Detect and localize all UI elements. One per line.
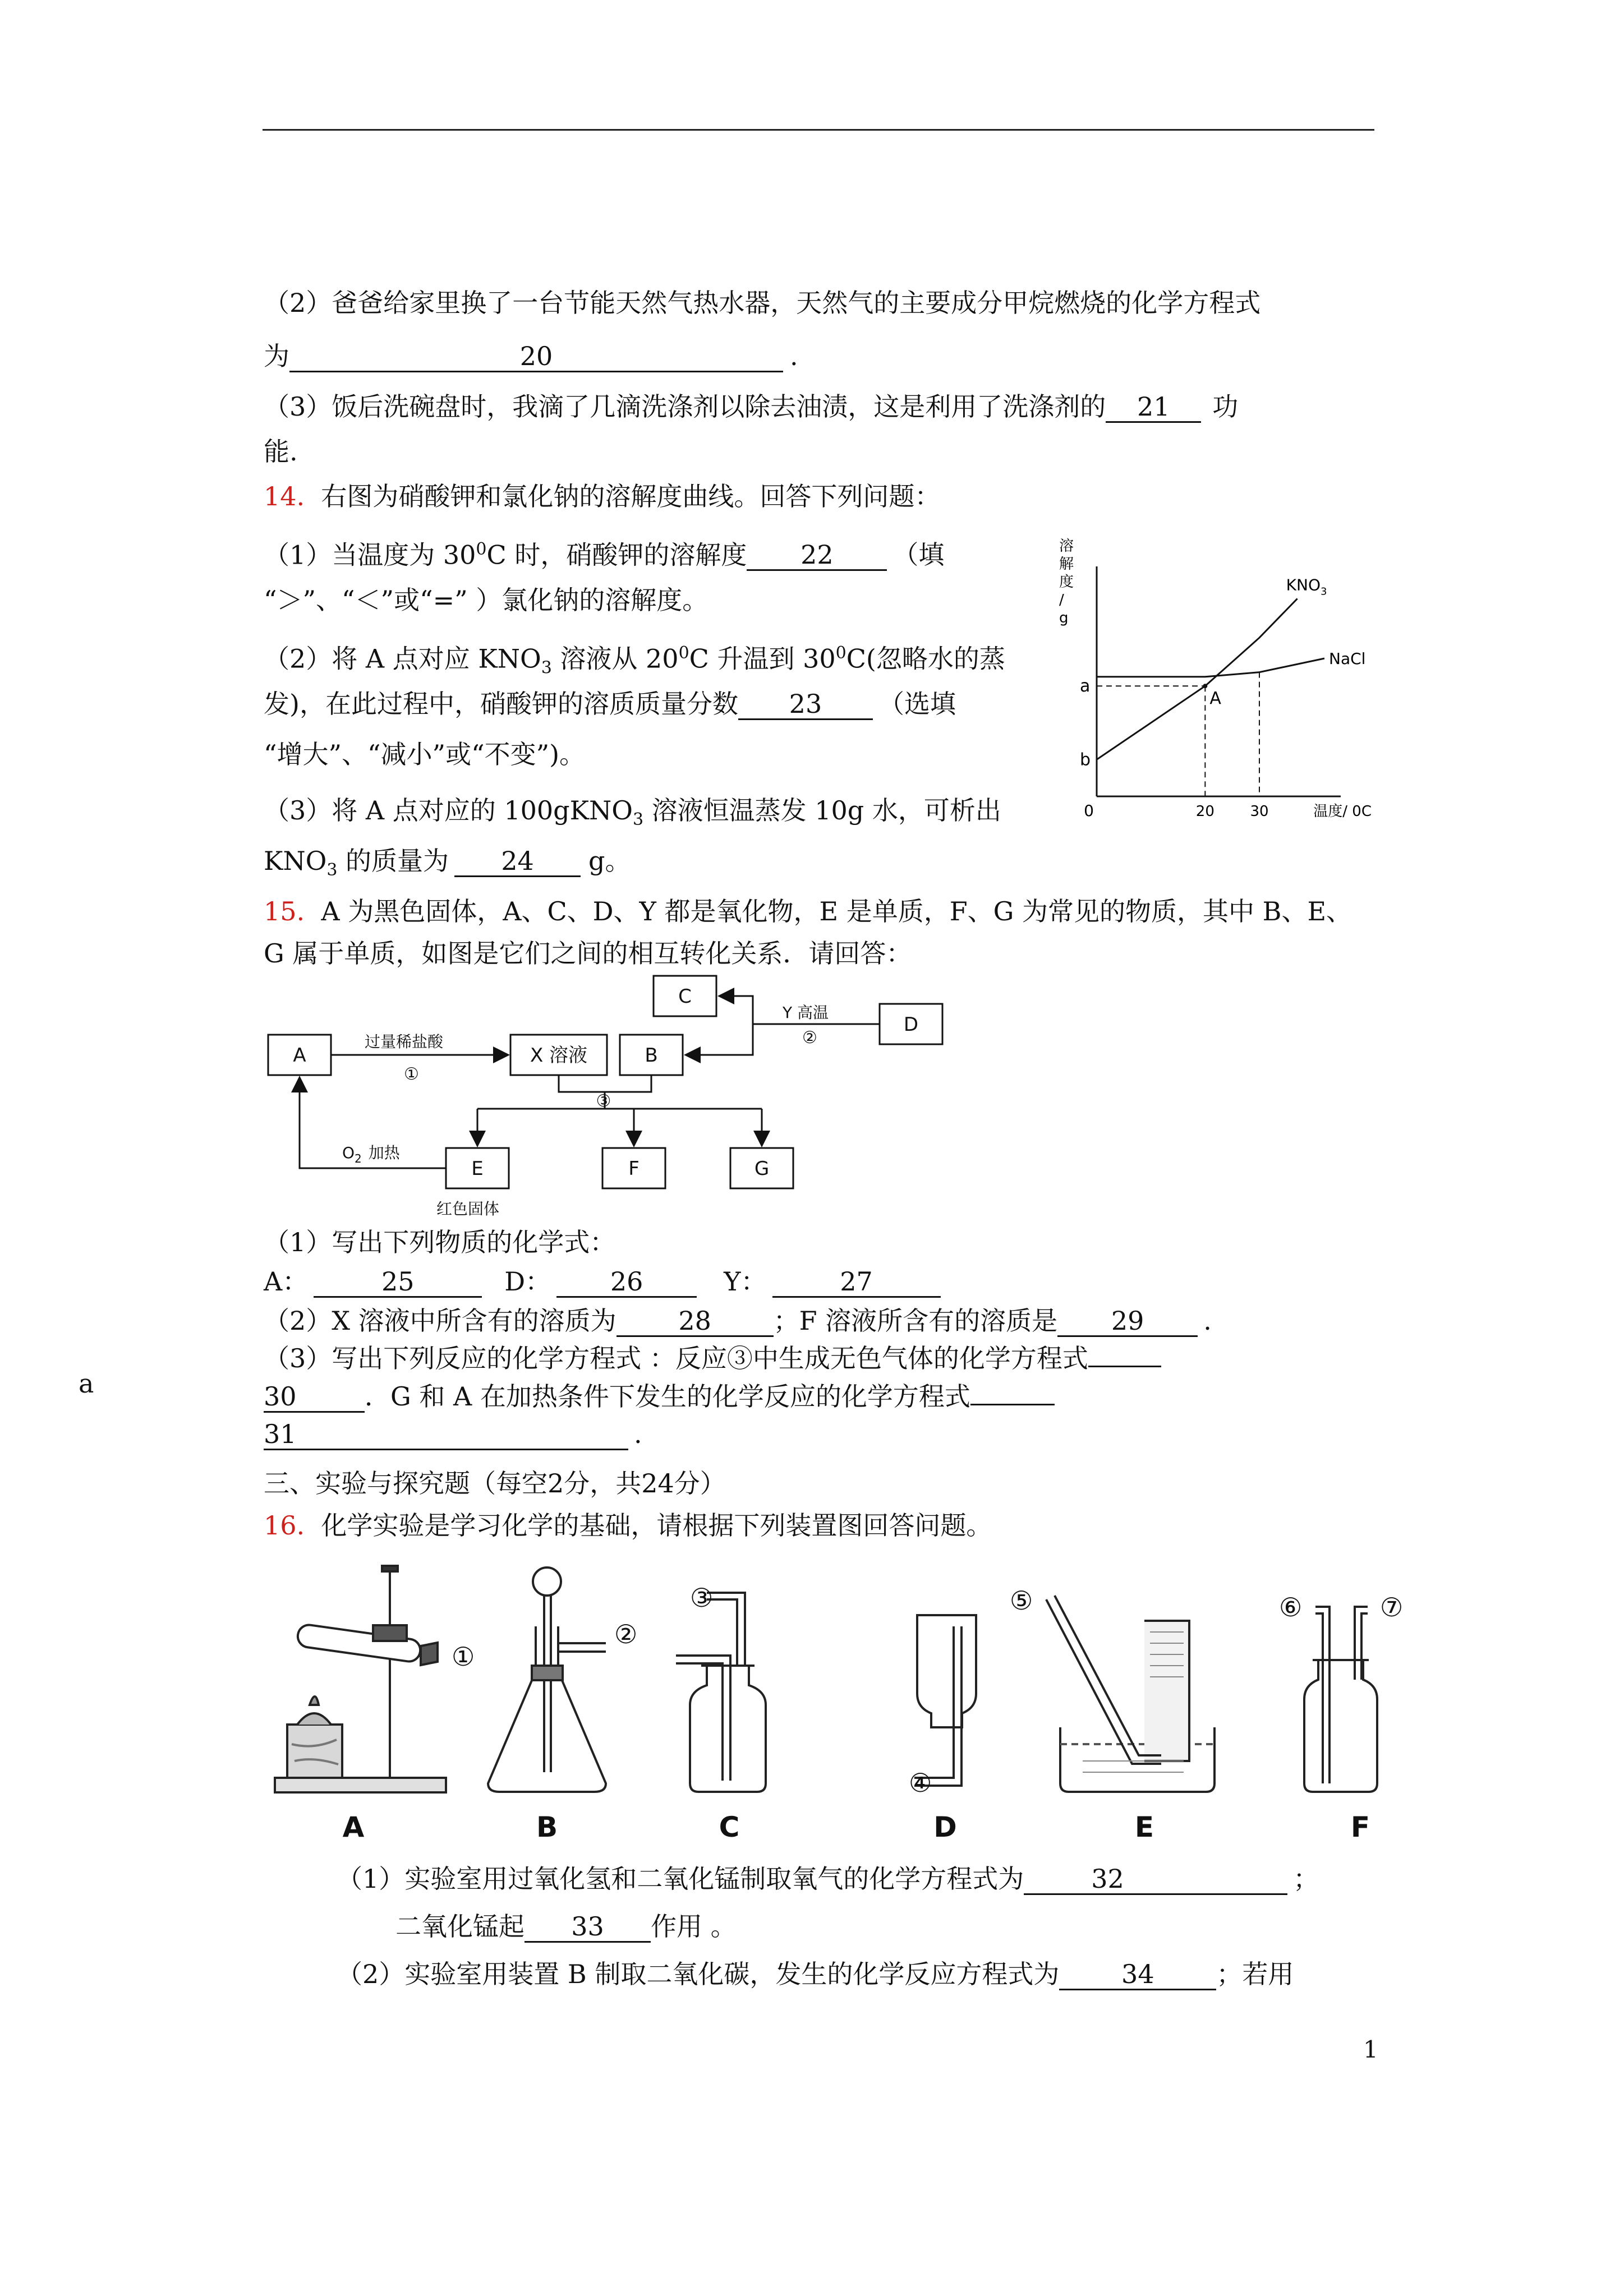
apparatus-f [1304,1607,1377,1792]
point-a-label: A [1209,689,1221,709]
q14-stem: 14. 右图为硝酸钾和氯化钠的溶解度曲线。回答下列问题： [264,481,941,511]
header-rule [263,129,1374,131]
margin-letter-a: a [79,1368,94,1399]
box-x-label: X 溶液 [530,1044,588,1067]
apparatus-e [1046,1596,1214,1792]
series-label-kno3: $KNO_3$ [1286,575,1327,598]
y-axis-label-char: 解 [1059,556,1074,573]
reagent-y-high-temp: Y 高温 [783,1003,829,1022]
q14-part1-line1: （1）当温度为 $30^0C$ 时，硝酸钾的溶解度 22 （填 [264,540,945,570]
q14-part1-line2: “＞”、“＜”或“=” ）氯化钠的溶解度。 [264,585,709,615]
box-c-label: C [678,985,692,1008]
q15-part3-line1: （3）写出下列反应的化学方程式 ：反应③中生成无色气体的化学方程式 [264,1341,1161,1375]
reagent-o2-heat: $O_2$ 加热 [342,1144,400,1165]
box-b-label: B [645,1044,658,1067]
blank-25: 25 [314,1267,482,1298]
q14-part2-line3: “增大”、“减小”或“不变”)。 [264,739,586,769]
blank-26: 26 [556,1267,697,1298]
q16-part2-line1: （2）实验室用装置 B 制取二氧化碳，发生的化学反应方程式为 34 ；若用 [337,1959,1294,1989]
q14-part3-line1: （3）将 A 点对应的 100gKNO$_3$ 溶液恒温蒸发 10g 水，可析出 [264,795,1001,830]
q14-part3-line2: $KNO_3$ 的质量为 24 g。 [264,846,631,880]
series-line-0 [1097,598,1298,759]
q14-part2-line1: （2）将 A 点对应 $KNO_3$ 溶液从 $20^0C$ 升温到 $30^0C$(忽略水的蒸 [264,643,1005,678]
port-3: ③ [690,1583,714,1613]
apparatus-a [275,1566,446,1792]
q15-part1-intro: （1）写出下列物质的化学式： [264,1227,616,1257]
blank-24: 24 [454,846,581,877]
q13-part3-line2: 能. [264,436,298,467]
e-note-red-solid: 红色固体 [436,1200,500,1218]
q16-part1-line2: 二氧化锰起 33 作用 。 [395,1911,737,1942]
x-tick-label: 30 [1250,803,1269,820]
box-f-label: F [628,1158,640,1180]
blank-30: 30 [264,1382,365,1413]
box-e-label: E [471,1158,484,1180]
y-axis-label [1059,538,1074,626]
y-tick-label-a: a [1080,676,1091,697]
blank-34: 34 [1059,1960,1216,1990]
port-2: ② [614,1619,638,1649]
y-axis-label-char: / [1059,592,1064,608]
apparatus-label-c: C [719,1811,740,1843]
apparatus-figure [264,1559,1419,1851]
reagent-hcl: 过量稀盐酸 [365,1032,444,1051]
q13-part2-line2: 为 20 . [264,341,798,371]
x-tick-label: 20 [1195,803,1214,820]
blank-22: 22 [747,540,887,571]
point-a [1203,684,1207,688]
box-g-label: G [754,1158,770,1180]
q16-stem: 16. 化学实验是学习化学的基础，请根据下列装置图回答问题。 [264,1510,992,1541]
solubility-chart [1055,533,1372,836]
step3-mark: ③ [596,1091,611,1111]
apparatus-b [488,1567,606,1792]
blank-33: 33 [525,1912,651,1943]
q15-stem-line1: 15. A 为黑色固体，A、C、D、Y 都是氧化物，E 是单质，F、G 为常见的物质，其中 B、E、 [264,896,1352,926]
q13-part3-line1: （3）饭后洗碗盘时，我滴了几滴洗涤剂以除去油渍，这是利用了洗涤剂的 21 功 [264,391,1239,422]
blank-27: 27 [772,1267,941,1298]
y-axis-label-char: g [1059,610,1069,626]
series-line-1 [1097,658,1324,677]
y-tick-label-b: b [1080,750,1091,770]
q15-part2: （2）X 溶液中所含有的溶质为 28 ；F 溶液所含有的溶质是 29 . [264,1306,1212,1336]
q15-stem-line2: G 属于单质，如图是它们之间的相互转化关系．请回答： [264,938,912,969]
y-axis-label-char: 度 [1059,574,1074,591]
q14-part2-line2: 发)，在此过程中，硝酸钾的溶质质量分数 23 （选填 [264,689,956,719]
arrow-d-to-b [686,1024,753,1055]
blank-28: 28 [617,1306,774,1337]
blank-32: 32 [1024,1864,1287,1895]
box-d-label: D [903,1013,919,1036]
y-axis-label-char: 溶 [1059,538,1074,555]
apparatus-label-f: F [1350,1811,1370,1843]
blank-23: 23 [738,689,873,720]
apparatus-label-e: E [1134,1811,1154,1843]
box-a-label: A [293,1044,306,1067]
blank-29: 29 [1057,1306,1198,1337]
apparatus-c [676,1593,766,1792]
q15-part3-line3: 31 . [264,1419,642,1449]
apparatus-label-a: A [342,1811,365,1843]
connector-xb [559,1075,651,1092]
blank-30a [1088,1366,1161,1367]
port-1: ① [452,1642,475,1672]
q13-part2-line1: （2）爸爸给家里换了一台节能天然气热水器，天然气的主要成分甲烷燃烧的化学方程式 [264,288,1261,318]
conversion-diagram [264,967,959,1225]
port-7: ⑦ [1380,1592,1404,1622]
step1-mark: ① [404,1064,419,1084]
blank-21: 21 [1106,392,1201,423]
apparatus-label-b: B [536,1811,558,1843]
apparatus-label-d: D [933,1811,957,1843]
x-axis-label: 温度/ 0C [1313,803,1372,820]
port-6: ⑥ [1279,1592,1303,1622]
section3-heading: 三、实验与探究题（每空2分，共24分） [264,1468,726,1499]
q16-part1-line1: （1）实验室用过氧化氢和二氧化锰制取氧气的化学方程式为 32 ； [337,1864,1319,1894]
blank-31: 31 [264,1419,628,1450]
q15-part3-line2: 30 ．G 和 A 在加热条件下发生的化学反应的化学方程式 [264,1380,1055,1413]
port-4: ④ [909,1768,932,1798]
blank-31a [970,1404,1055,1405]
q15-part1-answers: A： 25 D： 26 Y： 27 [264,1265,941,1298]
step2-mark: ② [802,1028,817,1048]
series-label-nacl: NaCl [1329,649,1366,668]
apparatus-d [914,1615,976,1786]
page-number: 1 [1363,2036,1378,2063]
origin-label: 0 [1084,801,1094,820]
blank-20: 20 [289,342,783,372]
port-5: ⑤ [1010,1585,1033,1616]
